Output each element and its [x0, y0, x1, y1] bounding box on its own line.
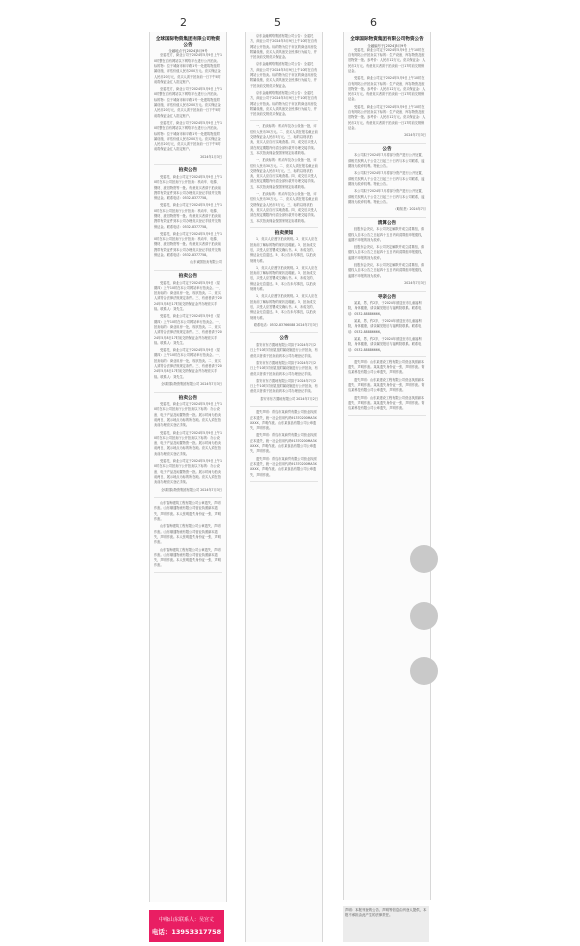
- notice-title: 清算公告: [377, 220, 397, 226]
- disclaimer-note: 声明：本报刊登的公告、声明等信息由刊登人提供，本报不承担由此产生的法律责任。: [343, 906, 429, 942]
- notice-signature: （略知悉）2024年7月: [393, 207, 426, 212]
- notice-divider: [348, 217, 426, 218]
- notice-title: 全球国际物资集团有限公司物资公告: [350, 37, 424, 42]
- notice-divider: [250, 120, 318, 121]
- notice-body: 受委托，商业公司定于2024年5月9日上午10时在本公司拍卖厅公开拍卖：机动车、电梯、钢材、废旧物资等一批。有意竞买者请于拍卖前携带有效证件到本公司办理竞买登记手续并交纳保证金。联系电话：0532-8377758。: [154, 231, 223, 258]
- notice-body: 京东金融网络集团有限公司公告：全委托方，商业公司于2024年5月9日上午10时在自有网站公开拍卖。标的物为位于市区的商业用房及附属设施，竞买人须具备完全民事行为能力，并于拍卖前交纳竞买保证金。: [250, 34, 318, 60]
- notice-body: 京东金融网络集团有限公司公告：全委托方，商业公司于2024年5月9日上午10时在自有网站公开拍卖。标的物为位于市区的商业用房及附属设施，竞买人须具备完全民事行为能力，并于拍卖前交纳竞买保证金。: [250, 90, 318, 117]
- notice-divider: [250, 332, 318, 333]
- notice-body: 某某，男，约2岁，于2024年被送至市儿童福利院，身体健康，请亲属见报后与福利院联系。联系电话：0532-88886666。: [348, 319, 422, 334]
- photo-placeholder-2: [410, 602, 438, 630]
- notice-body: 某某，男，约2岁，于2024年被送至市儿童福利院，身体健康，请亲属见报后与福利院联系。联系电话：0532-88886666。: [348, 336, 422, 352]
- notice-title: 公告: [279, 336, 289, 342]
- notice-body: 本公司拟于2024年7月将部分资产进行公开处置，请相关权利人于公告之日起三十日内与本公司联系，逾期视为放弃权利。特此公告。: [348, 153, 425, 169]
- notice-title: 拍卖公告: [178, 273, 198, 279]
- notice-body: 遗失声明：山东某建设工程有限公司营业执照副本遗失，声明作废。某某遗失身份证一张，声明作废。青岛某科技有限公司公章遗失，声明作废。: [348, 359, 425, 375]
- notice-body: 某某，男，约2岁，于2024年被送至市儿童福利院，身体健康，请亲属见报后与福利院联系。联系电话：0532-88886666。: [348, 301, 422, 316]
- notice-body: 受委托，商业公司定于2024年5月9日上午10时在本公司拍卖厅公开拍卖以下标的：办公设备、电子产品及闲置物资一批。展示时间为拍卖前两日，展示地点为标的所在地。竞买人须在拍卖前办理竞买登记手续。: [154, 430, 223, 456]
- contact-label: 中缘山东联系人：吴宫丈: [158, 917, 214, 923]
- notice-body: 遗失声明：山东某建设工程有限公司营业执照副本遗失，声明作废。某某遗失身份证一张，声明作废。青岛某科技有限公司公章遗失，声明作废。: [348, 377, 425, 393]
- notice-signature: 2024年7月3日: [404, 280, 426, 285]
- notice-body: 本公司拟于2024年7月将部分资产进行公开处置，请相关权利人于公告之日起三十日内与本公司联系，逾期视为放弃权利。特此公告。: [348, 171, 425, 186]
- notice-divider: [348, 356, 426, 357]
- notice-body: 泰安市东方置地有限公司拟于2024年7月2日上午10时对房屋及附属设施进行公开拍卖，有意竞买者请于拍卖前到本公司办理登记手续。: [250, 378, 318, 394]
- notice-title: 寻亲公告: [377, 294, 397, 300]
- newspaper-column-right: [343, 32, 431, 900]
- newspaper-column-left: [149, 32, 227, 902]
- notice-body: 1、竞买人应遵守拍卖规则。2、竞买人应在拍卖前了解标的物的现状及瑕疵。3、拍卖成交后，买受人应签署成交确认书。4、未成交的，保证金无息退还。5、本公告未尽事宜，以拍卖规则为准。: [250, 294, 318, 320]
- notice-body: 受委托，商业公司定于2024年5月9日上午10时在自有网站公开拍卖以下标的：生产设备、库存物资及废旧物资一批。参考价：人民币12万元。竞买保证金：人民币2万元。有意竞买者须于拍卖前一日17时前交纳保证金。: [348, 76, 426, 102]
- notice-body: 一、拍卖标的：机动车及办公设备一批，评估价人民币30万元。二、竞买人须在报名截止前交纳保证金人民币5万元。三、标的以现状拍卖，竞买人应自行实地查看。四、成交后买受人须在规定期限内付清全部价款并办理交接手续。五、本次拍卖佣金按国家规定标准收取。: [250, 158, 318, 189]
- notice-body: 受委托，商业公司定于2024年5月9日上午10时在本公司拍卖厅公开拍卖以下标的：办公设备、电子产品及闲置物资一批。展示时间为拍卖前两日，展示地点为标的所在地。竞买人须在拍卖前办理竞买登记手续。: [154, 402, 223, 428]
- notice-body: 山东智海建筑工程有限公司公章遗失，声明作废。山东顺通物流有限公司营业执照副本遗失，声明作废。本人张明遗失身份证一张，声明作废。: [154, 501, 221, 522]
- notice-signature: 山东诚国拍卖有限公司: [190, 260, 222, 265]
- notice-body: 受委托，商业公司定于2024年5月9日（星期四）上午10时在本公司网站举行拍卖会。一、拍卖标的：商业用房一处，现状拍卖。二、竞买人须符合法律法规规定条件。三、有意者请于2024年5月8日17时前交纳保证金并办理竞买手续。联系人：刘先生。: [154, 348, 222, 379]
- notice-body: 1、竞买人应遵守拍卖规则。2、竞买人应在拍卖前了解标的物的现状及瑕疵。3、拍卖成交后，买受人应签署成交确认书。4、未成交的，保证金无息退还。5、本公告未尽事宜，以拍卖规则为准。: [250, 237, 318, 263]
- newspaper-column-middle: [245, 32, 323, 942]
- notice-body: 受委托，商业公司定于2024年5月9日上午10时在本公司拍卖厅公开拍卖以下标的：办公设备、电子产品及闲置物资一批。展示时间为拍卖前两日，展示地点为标的所在地。竞买人须在拍卖前办理竞买登记手续。: [154, 459, 223, 485]
- notice-title: 拍卖须知: [274, 230, 294, 236]
- notice-body: 一、拍卖标的：机动车及办公设备一批，评估价人民币30万元。二、竞买人须在报名截止前交纳保证金人民币5万元。三、标的以现状拍卖，竞买人应自行实地查看。四、成交后买受人须在规定期限内付清全部价款并办理交接手续。五、本次拍卖佣金按国家规定标准收取。: [250, 124, 318, 155]
- notice-body: 受委托，商业公司定于2024年5月9日（星期四）上午10时在本公司网站举行拍卖会。一、拍卖标的：商业用房一处，现状拍卖。二、竞买人须符合法律法规规定条件。三、有意者请于2024年5月8日17时前交纳保证金并办理竞买手续。联系人：刘先生。: [154, 280, 222, 312]
- notice-subtitle: 全融编号于[2024]5月9号: [367, 43, 407, 48]
- notice-title: 拍卖公告: [178, 395, 198, 401]
- notice-divider: [348, 143, 426, 144]
- notice-body: 遗失声明：山东某建设工程有限公司营业执照副本遗失，声明作废。某某遗失身份证一张，声明作废。青岛某科技有限公司公章遗失，声明作废。: [348, 395, 425, 411]
- notice-body: 受委托，商业公司定于2024年5月9日上午10时在自有网站公开拍卖以下标的：生产设备、库存物资及废旧物资一批。参考价：人民币12万元。竞买保证金：人民币2万元。有意竞买者须于拍卖前一日17时前交纳保证金。: [348, 104, 426, 130]
- notice-body: 受委托，商业公司定于2024年5月9日（星期四）上午10时在本公司网站举行拍卖会。一、拍卖标的：商业用房一处，现状拍卖。二、竞买人须符合法律法规规定条件。三、有意者请于2024年5月8日17时前交纳保证金并办理竞买手续。联系人：刘先生。: [154, 314, 222, 345]
- notice-body: 遗失声明：青岛市某商贸有限公司营业执照正本遗失，统一社会信用代码91370200MA3XXXXX，声明作废。山东某食品有限公司公章遗失，声明作废。: [250, 433, 317, 454]
- notice-divider: [250, 481, 318, 482]
- notice-body: 京东金融网络集团有限公司公告：全委托方，商业公司于2024年5月9日上午10时在自有网站公开拍卖。标的物为位于市区的商业用房及附属设施，竞买人须具备完全民事行为能力，并于拍卖前交纳竞买保证金。: [250, 62, 318, 88]
- notice-divider: [154, 497, 222, 498]
- notice-body: 受委托，商业公司定于2024年5月9日上午10时在本公司拍卖厅公开拍卖：机动车、电梯、钢材、废旧物资等一批。有意竞买者请于拍卖前携带有效证件到本公司办理竞买登记手续并交纳保证金。联系电话：0532-8377758。: [154, 174, 223, 201]
- notice-body: 山东智海建筑工程有限公司公章遗失，声明作废。山东顺通物流有限公司营业执照副本遗失，声明作废。本人张明遗失身份证一张，声明作废。: [154, 547, 221, 568]
- notice-body: 受委托，商业公司定于2024年5月9日上午10时在自有网站公开拍卖以下标的：生产设备、库存物资及废旧物资一批。参考价：人民币12万元。竞买保证金：人民币2万元。有意竞买者须于拍卖前一日17时前交纳保证金。: [348, 47, 426, 73]
- notice-divider: [154, 392, 222, 393]
- page-number-6: 6: [370, 16, 377, 29]
- notice-divider: [250, 227, 318, 228]
- page-number-5: 5: [274, 16, 281, 29]
- notice-signature: 2024年1月3日: [200, 154, 222, 159]
- notice-divider: [154, 270, 222, 271]
- notice-title: 公告: [382, 146, 392, 152]
- notice-body: 至委托方，商业公司于2024年5月9日上午10时整在自有网站以下网络平台进行公开拍卖。标的物：位于城南市和平路1号一处建筑物及附属设施，评估价值人民币200万元。竞买保证金人民币20万元，竞买人须于拍卖前一日下午5时前将保证金汇入指定账户。: [154, 87, 223, 118]
- notice-body: 1、竞买人应遵守拍卖规则。2、竞买人应在拍卖前了解标的物的现状及瑕疵。3、拍卖成交后，买受人应签署成交确认书。4、未成交的，保证金无息退还。5、本公告未尽事宜，以拍卖规则为准。: [250, 265, 318, 292]
- photo-placeholder-1: [410, 545, 438, 573]
- notice-body: 遗失声明：青岛市某商贸有限公司营业执照正本遗失，统一社会信用代码91370200MA3XXXXX，声明作废。山东某食品有限公司公章遗失，声明作废。: [250, 410, 317, 431]
- contact-phone: 电话：13953317758: [151, 928, 222, 936]
- notice-signature: 全球国际物资集团有限公司 2024年7月3日: [161, 487, 222, 492]
- notice-body: 受委托，商业公司定于2024年5月9日上午10时在本公司拍卖厅公开拍卖：机动车、电梯、钢材、废旧物资等一批。有意竞买者请于拍卖前携带有效证件到本公司办理竞买登记手续并交纳保证金。联系电话：0532-8377758。: [154, 203, 223, 229]
- notice-divider: [154, 164, 222, 165]
- notice-body: 至委托方，商业公司于2024年5月9日上午10时整在自有网站以下网络平台进行公开拍卖。标的物：位于城南市和平路1号一处建筑物及附属设施，评估价值人民币200万元。竞买保证金人民币20万元，竞买人须于拍卖前一日下午5时前将保证金汇入指定账户。: [154, 53, 223, 84]
- notice-body: 泰安市东方置地有限公司拟于2024年7月2日上午10时对房屋及附属设施进行公开拍卖，有意竞买者请于拍卖前到本公司办理登记手续。: [250, 360, 318, 376]
- notice-title: 拍卖公告: [178, 168, 198, 174]
- notice-divider: [348, 291, 426, 292]
- notice-signature: 泰安市东方置地有限公司 2024年7月2日: [260, 396, 318, 401]
- notice-body: 遗失声明：青岛市某商贸有限公司营业执照正本遗失，统一社会信用代码91370200MA3XXXXX，声明作废。山东某食品有限公司公章遗失，声明作废。: [250, 456, 317, 477]
- notice-signature: 2024年7月3日: [404, 133, 426, 138]
- notice-body: 经股东会决议，本公司决定解散并成立清算组，请债权人自本公告之日起四十五日内向清算组申报债权，逾期不申报的视为放弃。: [348, 263, 425, 278]
- notice-body: 泰安市东方置地有限公司拟于2024年7月2日上午10时对房屋及附属设施进行公开拍卖，有意竞买者请于拍卖前到本公司办理登记手续。: [250, 343, 318, 358]
- page-number-2: 2: [180, 16, 187, 29]
- notice-body: 本公司拟于2024年7月将部分资产进行公开处置，请相关权利人于公告之日起三十日内与本公司联系，逾期视为放弃权利。特此公告。: [348, 189, 425, 204]
- notice-signature: 全球国际物资集团有限公司 2024年7月3日: [161, 381, 222, 386]
- photo-placeholder-3: [410, 657, 438, 685]
- notice-body: 至委托方，商业公司于2024年5月9日上午10时整在自有网站以下网络平台进行公开拍卖。标的物：位于城南市和平路1号一处建筑物及附属设施，评估价值人民币200万元。竞买保证金人民币20万元，竞买人须于拍卖前一日下午5时前将保证金汇入指定账户。: [154, 120, 223, 152]
- notice-body: 经股东会决议，本公司决定解散并成立清算组，请债权人自本公告之日起四十五日内向清算组申报债权，逾期不申报的视为放弃。: [348, 245, 425, 260]
- notice-signature: 联系电话：0532-83766088 2024年7月3日: [253, 322, 318, 327]
- notice-subtitle: 全融地点于[2024]5月9号: [168, 49, 208, 54]
- contact-footer: [149, 910, 224, 942]
- notice-title: 全球国际物资集团有限公司物资公告: [155, 37, 221, 48]
- notice-divider: [250, 406, 318, 407]
- notice-body: 山东智海建筑工程有限公司公章遗失，声明作废。山东顺通物流有限公司营业执照副本遗失，声明作废。本人张明遗失身份证一张，声明作废。: [154, 524, 221, 545]
- notice-body: 经股东会决议，本公司决定解散并成立清算组，请债权人自本公告之日起四十五日内向清算组申报债权，逾期不申报的视为放弃。: [348, 227, 425, 242]
- notice-divider: [154, 572, 222, 573]
- notice-divider: [348, 415, 426, 416]
- notice-body: 一、拍卖标的：机动车及办公设备一批，评估价人民币30万元。二、竞买人须在报名截止前交纳保证金人民币5万元。三、标的以现状拍卖，竞买人应自行实地查看。四、成交后买受人须在规定期限内付清全部价款并办理交接手续。五、本次拍卖佣金按国家规定标准收取。: [250, 192, 318, 223]
